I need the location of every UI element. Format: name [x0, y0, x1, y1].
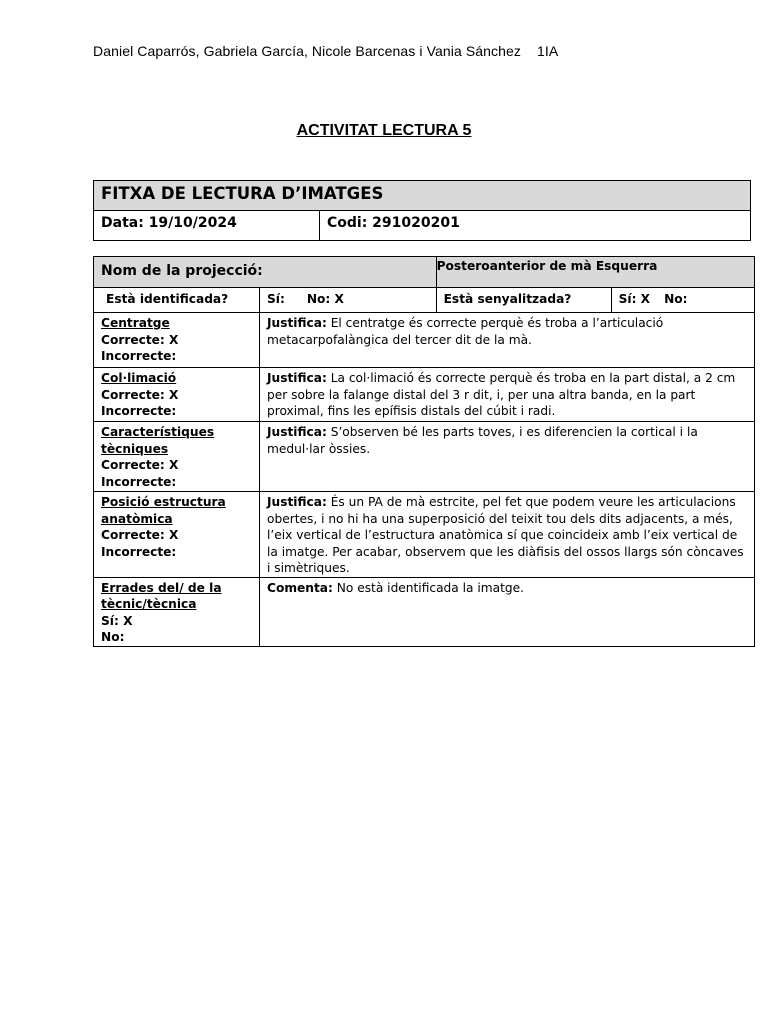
sheet-code: Codi: 291020201 [320, 211, 751, 241]
collimacio-title: Col·limació [101, 371, 177, 385]
marked-no: No: [664, 292, 688, 306]
posicio-cell [94, 492, 260, 578]
collimacio-justification [260, 368, 755, 422]
centratge-justification [260, 313, 755, 368]
centratge-title: Centratge [101, 316, 170, 330]
sheet-header-table [93, 180, 751, 241]
collimacio-correct: Correcte: X [101, 387, 179, 402]
tecniques-correct: Correcte: X [101, 458, 179, 472]
posicio-text: És un PA de mà estrcite, pel fet que podem veure les articulacions obertes, i no hi ha una superposició del teixit tou dels dits adjacents, a més, l’eix vertical de l’estructura anatòmica sí que coincideix amb l’eix vertical de la imatge. Per acabar, observem que les diàfisis del ossos llargs són còncaves i simètriques. [267, 495, 744, 575]
collimacio-text: La col·limació és correcte perquè és troba en la part distal, a 2 cm per sobre la falange distal del 3 r dit, i, per una altra banda, en la part proximal, fins les epífisis distals del cúbit i radi. [267, 371, 736, 418]
posicio-title-2: anatòmica [101, 511, 173, 526]
centratge-correct: Correcte: X [101, 332, 179, 347]
collimacio-incorrect: Incorrecte: [101, 404, 177, 418]
evaluation-table [93, 256, 755, 647]
posicio-correct: Correcte: X [101, 528, 179, 542]
tecniques-title-1: Característiques [101, 425, 215, 439]
collimacio-cell [94, 368, 260, 422]
collimacio-lead: Justifica: [267, 371, 327, 385]
centratge-incorrect: Incorrecte: [101, 349, 177, 363]
errades-yes: Sí: X [101, 613, 133, 628]
errades-text: No està identificada la imatge. [332, 580, 524, 595]
identified-no: No: X [306, 292, 344, 306]
errades-no: No: [101, 630, 125, 644]
page-title: ACTIVITAT LECTURA 5 [296, 122, 472, 139]
tecniques-title-2: tècniques [101, 441, 169, 456]
identified-yes: Sí: [267, 292, 285, 306]
errades-lead: Comenta: [267, 580, 333, 595]
errades-comment [260, 577, 755, 646]
posicio-title-1: Posició estructura [101, 495, 226, 509]
projection-label: Nom de la projecció: [94, 257, 437, 288]
centratge-lead: Justifica: [267, 316, 327, 330]
posicio-lead: Justifica: [267, 495, 327, 509]
errades-title-1: Errades del/ de la [101, 580, 222, 595]
marked-yes: Sí: X [618, 292, 651, 306]
projection-value: Posteroanterior de mà Esquerra [436, 257, 754, 288]
errades-title-2: tècnic/tècnica [101, 597, 197, 611]
identified-options [260, 288, 437, 313]
identified-label: Està identificada? [94, 288, 260, 313]
marked-label: Està senyalitzada? [436, 288, 611, 313]
sheet-title: FITXA DE LECTURA D’IMATGES [94, 181, 751, 211]
authors-line: Daniel Caparrós, Gabriela García, Nicole Barcenas i Vania Sánchez 1IA [93, 43, 559, 59]
errades-cell [94, 577, 260, 646]
sheet-date: Data: 19/10/2024 [94, 211, 320, 241]
tecniques-incorrect: Incorrecte: [101, 474, 177, 489]
tecniques-text: S’observen bé les parts toves, i es diferencien la cortical i la medul·lar òssies. [267, 425, 698, 456]
centratge-text: El centratge és correcte perquè és troba a l’articulació metacarpofalàngica del tercer dit de la mà. [267, 316, 664, 347]
posicio-incorrect: Incorrecte: [101, 544, 177, 559]
tecniques-justification [260, 422, 755, 492]
posicio-justification [260, 492, 755, 578]
centratge-cell [94, 313, 260, 368]
marked-options [611, 288, 754, 313]
tecniques-lead: Justifica: [267, 425, 327, 439]
tecniques-cell [94, 422, 260, 492]
